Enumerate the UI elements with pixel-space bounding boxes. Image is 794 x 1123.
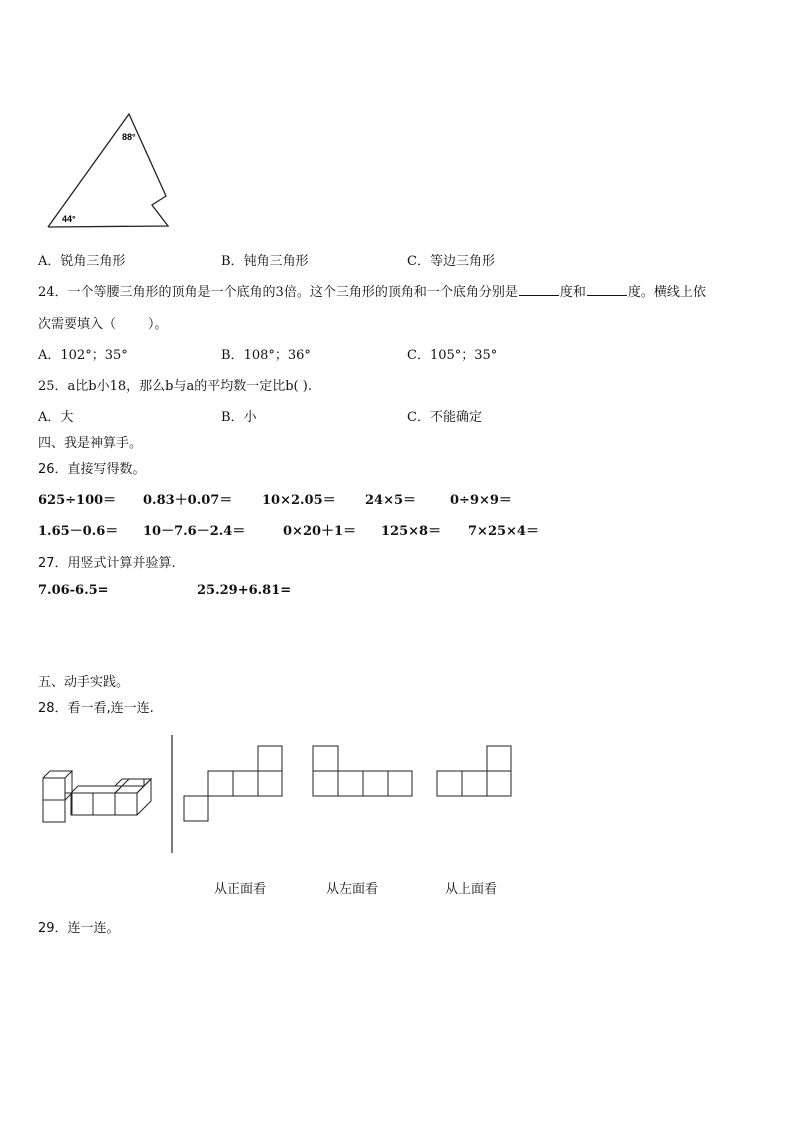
view-figure-3 [437, 746, 511, 796]
q26-item: 1.65－0.6＝ [38, 524, 119, 539]
option-text: 102°；35° [60, 348, 128, 363]
q26-item: 7×25×4＝ [468, 524, 539, 539]
q26-item: 10－7.6－2.4＝ [143, 524, 246, 539]
option-text: 钝角三角形 [243, 254, 309, 269]
option-letter: A． [38, 348, 61, 363]
view-figure-1 [184, 746, 282, 821]
question-text: 一个等腰三角形的顶角是一个底角的3倍。这个三角形的顶角和一个底角分别是 [67, 285, 518, 300]
q26-item: 0.83＋0.07＝ [143, 493, 233, 508]
q27-item: 7.06-6.5= [38, 583, 109, 598]
option-letter: C． [407, 348, 430, 363]
question-number: 24． [38, 285, 68, 300]
option-text: 小 [243, 410, 257, 425]
q26-item: 0×20＋1＝ [283, 524, 357, 539]
question-text: 度。横线上依 [627, 285, 706, 300]
option-letter: B． [221, 348, 244, 363]
angle-bottom-label: 44° [62, 214, 76, 224]
q26-item: 10×2.05＝ [262, 493, 336, 508]
angle-top-label: 88° [122, 132, 136, 142]
section-4-title: 四、我是神算手。 [38, 436, 143, 451]
q26-title: 26．直接写得数。 [38, 462, 146, 477]
option-text: 锐角三角形 [60, 254, 126, 269]
question-text: a比b小18，那么b与a的平均数一定比b( ). [67, 379, 312, 394]
q27-item: 25.29+6.81= [197, 583, 292, 598]
view-label-front: 从正面看 [214, 882, 267, 897]
option-text: 105°；35° [429, 348, 498, 363]
view-figure-2 [313, 746, 412, 796]
q26-item: 125×8＝ [381, 524, 442, 539]
option-text: 大 [60, 410, 74, 425]
isometric-cubes [43, 771, 151, 822]
option-letter: A． [38, 410, 61, 425]
option-letter: B． [221, 254, 244, 269]
question-text: 度和 [559, 285, 586, 300]
q26-item: 0÷9×9＝ [450, 493, 512, 508]
question-text: ）。 [148, 317, 168, 332]
option-text: 108°；36° [243, 348, 311, 363]
question-text: 次需要填入（ [38, 317, 117, 332]
option-letter: A． [38, 254, 61, 269]
view-label-top: 从上面看 [445, 882, 498, 897]
option-letter: C． [407, 254, 430, 269]
q26-item: 24×5＝ [365, 493, 417, 508]
option-text: 不能确定 [429, 410, 482, 425]
question-number: 25． [38, 379, 68, 394]
q28-title: 28．看一看,连一连. [38, 701, 154, 716]
q27-title: 27．用竖式计算并验算. [38, 556, 176, 571]
option-text: 等边三角形 [429, 254, 495, 269]
q26-item: 625÷100＝ [38, 493, 117, 508]
option-letter: C． [407, 410, 430, 425]
option-letter: B． [221, 410, 244, 425]
section-5-title: 五、动手实践。 [38, 675, 130, 690]
q29-title: 29．连一连。 [38, 921, 120, 936]
view-label-left: 从左面看 [326, 882, 379, 897]
